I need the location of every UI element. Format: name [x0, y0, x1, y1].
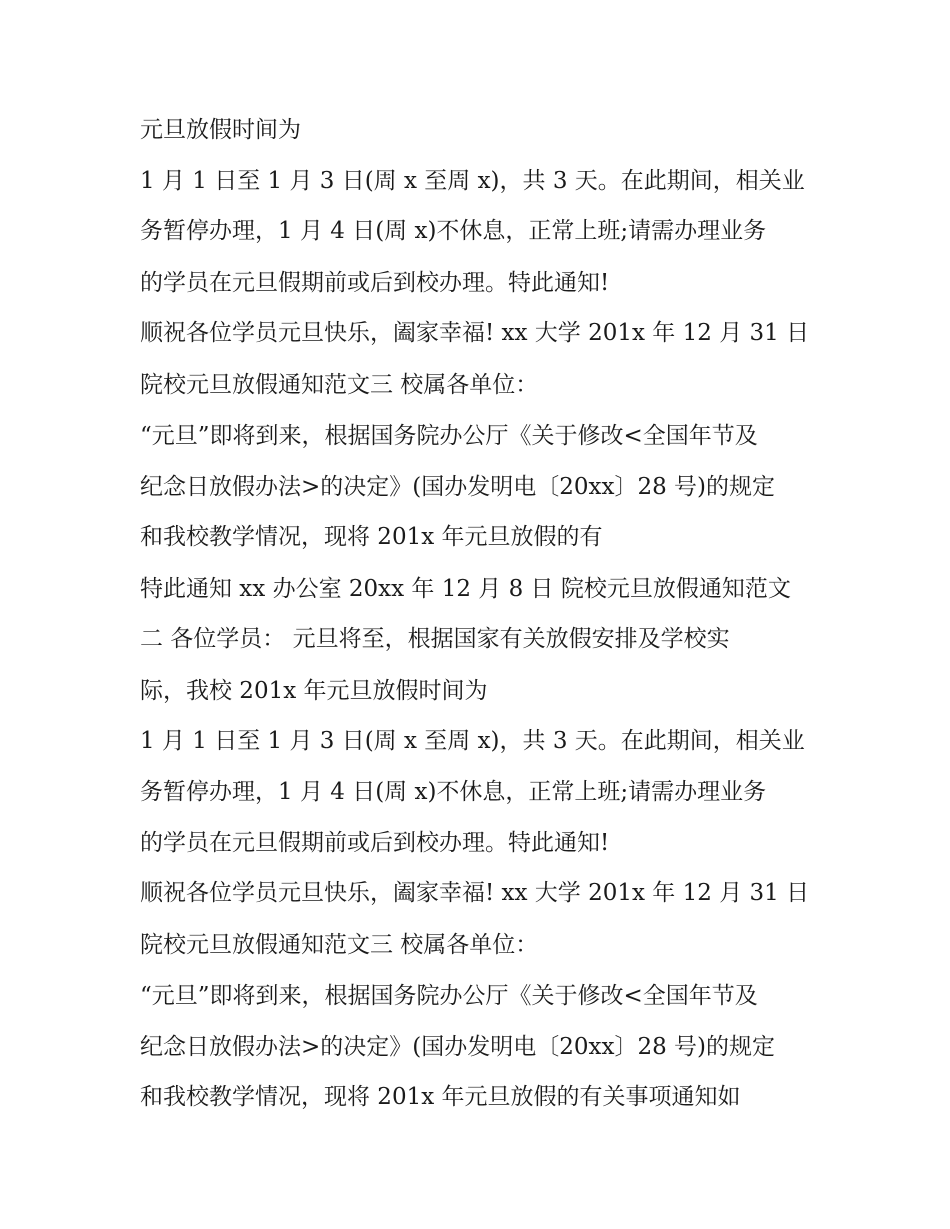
text-line: 特此通知 xx 办公室 20xx 年 12 月 8 日 院校元旦放假通知范文 — [140, 576, 791, 602]
text-line: 顺祝各位学员元旦快乐，阖家幸福! xx 大学 201x 年 12 月 31 日 — [140, 320, 810, 346]
text-line: 的学员在元旦假期前或后到校办理。特此通知! — [140, 270, 610, 296]
text-line: 务暂停办理，1 月 4 日(周 x)不休息，正常上班;请需办理业务 — [140, 218, 767, 244]
text-line: 院校元旦放假通知范文三 校属各单位： — [140, 372, 539, 398]
text-line: “元旦”即将到来，根据国务院办公厅《关于修改<全国年节及 — [140, 423, 758, 449]
text-line: 顺祝各位学员元旦快乐，阖家幸福! xx 大学 201x 年 12 月 31 日 — [140, 880, 810, 906]
text-line: 和我校教学情况，现将 201x 年元旦放假的有 — [140, 524, 603, 550]
text-line: 和我校教学情况，现将 201x 年元旦放假的有关事项通知如 — [140, 1084, 741, 1110]
text-line: 二 各位学员： 元旦将至，根据国家有关放假安排及学校实 — [140, 626, 730, 652]
text-line: 1 月 1 日至 1 月 3 日(周 x 至周 x)，共 3 天。在此期间，相关业 — [140, 168, 805, 194]
text-line: 纪念日放假办法>的决定》(国办发明电〔20xx〕28 号)的规定 — [140, 474, 776, 500]
text-line: “元旦”即将到来，根据国务院办公厅《关于修改<全国年节及 — [140, 983, 758, 1009]
text-line: 的学员在元旦假期前或后到校办理。特此通知! — [140, 830, 610, 856]
text-line: 1 月 1 日至 1 月 3 日(周 x 至周 x)，共 3 天。在此期间，相关业 — [140, 728, 805, 754]
text-line: 院校元旦放假通知范文三 校属各单位： — [140, 932, 539, 958]
text-line: 际，我校 201x 年元旦放假时间为 — [140, 678, 488, 704]
text-line: 务暂停办理，1 月 4 日(周 x)不休息，正常上班;请需办理业务 — [140, 779, 767, 805]
text-line: 元旦放假时间为 — [140, 117, 301, 143]
text-line: 纪念日放假办法>的决定》(国办发明电〔20xx〕28 号)的规定 — [140, 1034, 776, 1060]
